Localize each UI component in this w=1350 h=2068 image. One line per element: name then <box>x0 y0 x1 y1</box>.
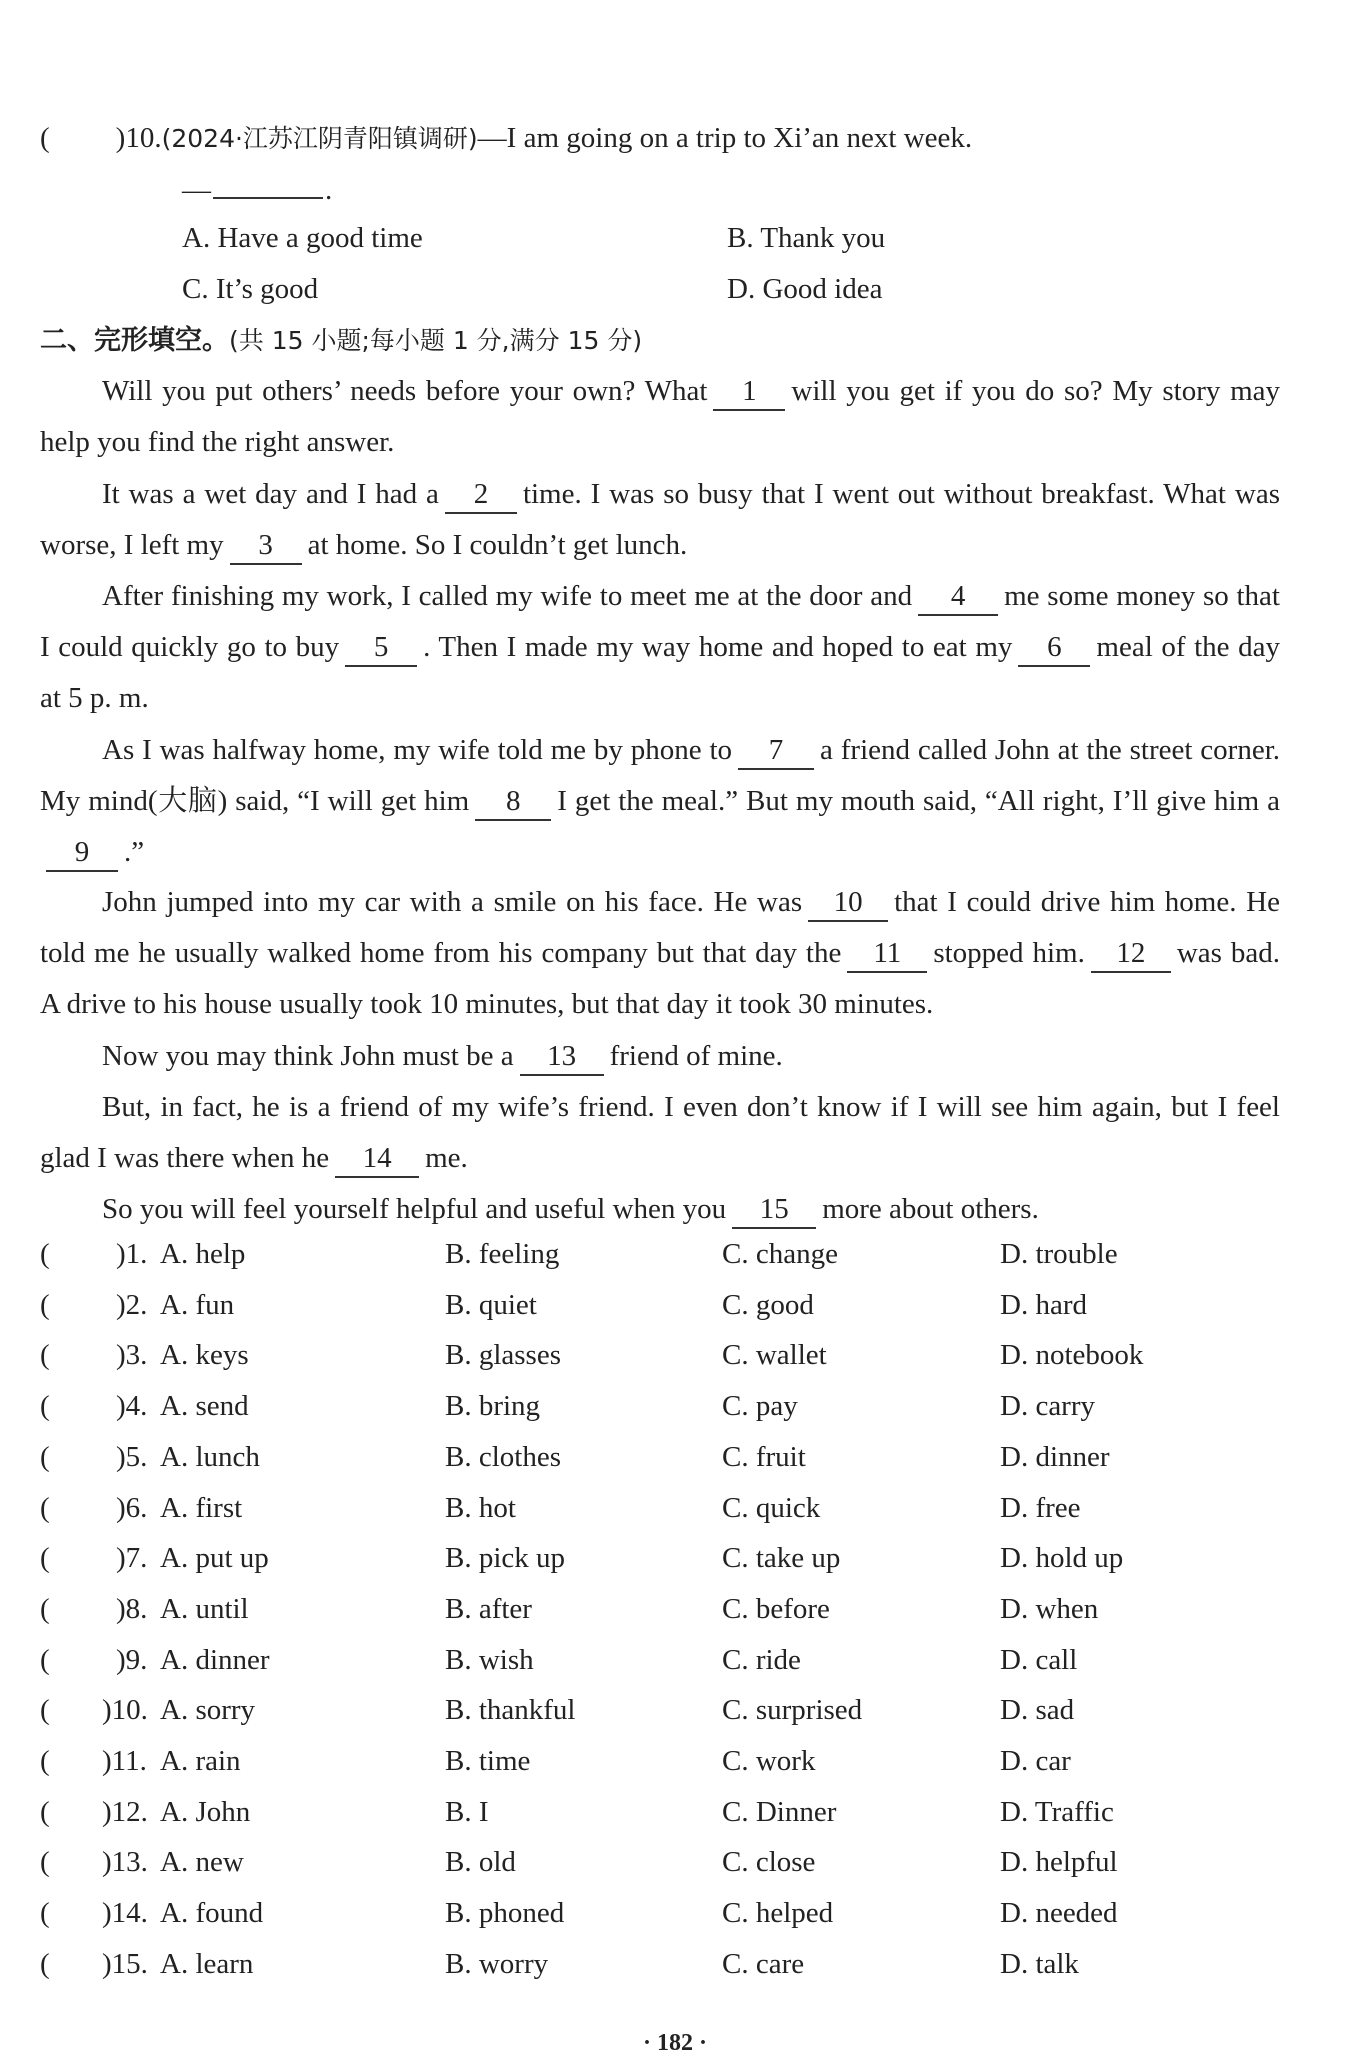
answer-paren[interactable]: ( <box>40 1796 50 1828</box>
option-b[interactable]: B. old <box>445 1846 516 1878</box>
cloze-blank[interactable]: 5 <box>345 629 417 667</box>
passage-paragraph-3: After finishing my work, I called my wife to meet me at the door and 4 me some money so that I could quickly go to buy 5 . Then I made my way home and hoped to eat my 6 meal of the day at 5 p. m. <box>40 580 1280 714</box>
option-c[interactable]: C. close <box>722 1846 816 1878</box>
option-d[interactable]: D. hard <box>1000 1289 1087 1321</box>
option-d[interactable]: D. call <box>1000 1644 1078 1676</box>
answer-paren[interactable]: ( <box>40 1339 50 1371</box>
option-a[interactable]: A. rain <box>160 1745 241 1777</box>
question-number: )10. <box>102 1694 148 1726</box>
q10-option-b[interactable]: B. Thank you <box>727 222 886 254</box>
passage-paragraph-1: Will you put others’ needs before your own? What 1 will you get if you do so? My story may help you find the right answer. <box>40 375 1280 458</box>
option-c[interactable]: C. fruit <box>722 1441 806 1473</box>
option-d[interactable]: D. Traffic <box>1000 1796 1114 1828</box>
option-b[interactable]: B. pick up <box>445 1542 566 1574</box>
option-b[interactable]: B. wish <box>445 1644 534 1676</box>
answer-paren: ( <box>40 122 50 154</box>
option-b[interactable]: B. after <box>445 1593 532 1625</box>
q10-option-c[interactable]: C. It’s good <box>182 273 319 305</box>
q10-option-a[interactable]: A. Have a good time <box>182 222 423 254</box>
question-number: )7. <box>116 1542 148 1574</box>
cloze-blank[interactable]: 13 <box>520 1038 604 1076</box>
cloze-blank[interactable]: 10 <box>808 884 888 922</box>
question-number: )4. <box>116 1390 148 1422</box>
section-title: 二、完形填空。 <box>40 325 229 356</box>
answer-paren[interactable]: ( <box>40 1289 50 1321</box>
answer-paren[interactable]: ( <box>40 1644 50 1676</box>
option-a[interactable]: A. keys <box>160 1339 249 1371</box>
q10-stem <box>40 120 972 157</box>
option-b[interactable]: B. hot <box>445 1492 516 1524</box>
page-number: · 182 · <box>642 2030 707 2056</box>
answer-paren[interactable]: ( <box>40 1390 50 1422</box>
question-number: )9. <box>116 1644 148 1676</box>
option-c[interactable]: C. work <box>722 1745 816 1777</box>
option-a[interactable]: A. fun <box>160 1289 235 1321</box>
answer-paren[interactable]: ( <box>40 1238 50 1270</box>
option-d[interactable]: D. free <box>1000 1492 1081 1524</box>
answer-paren[interactable]: ( <box>40 1745 50 1777</box>
passage-paragraph-4: As I was halfway home, my wife told me by phone to 7 a friend called John at the street corner. My mind(大脑) said, “I will get him 8 I get the meal.” But my mouth said, “All right, I’ll give him a9 .” <box>40 725 1280 878</box>
cloze-blank[interactable]: 6 <box>1018 629 1090 667</box>
option-b[interactable]: B. bring <box>445 1390 541 1422</box>
cloze-blank[interactable]: 8 <box>475 783 551 821</box>
section-heading <box>40 322 642 359</box>
question-number: )14. <box>102 1897 148 1929</box>
cloze-blank[interactable]: 15 <box>732 1191 816 1229</box>
option-b[interactable]: B. phoned <box>445 1897 565 1929</box>
option-d[interactable]: D. helpful <box>1000 1846 1118 1878</box>
question-number: )8. <box>116 1593 148 1625</box>
answer-paren[interactable]: ( <box>40 1948 50 1980</box>
q10-option-d[interactable]: D. Good idea <box>727 273 883 305</box>
passage-paragraph-7: But, in fact, he is a friend of my wife’s friend. I even don’t know if I will see him again, but I feel glad I was there when he 14 me. <box>40 1082 1280 1184</box>
option-c[interactable]: C. change <box>722 1238 838 1270</box>
option-b[interactable]: B. glasses <box>445 1339 561 1371</box>
answer-paren[interactable]: ( <box>40 1694 50 1726</box>
answer-paren[interactable]: ( <box>40 1492 50 1524</box>
passage-paragraph-8: So you will feel yourself helpful and useful when you 15 more about others. <box>40 1184 1280 1235</box>
option-d[interactable]: D. dinner <box>1000 1441 1110 1473</box>
option-b[interactable]: B. quiet <box>445 1289 537 1321</box>
option-b[interactable]: B. clothes <box>445 1441 561 1473</box>
option-c[interactable]: C. ride <box>722 1644 801 1676</box>
cloze-blank[interactable]: 9 <box>46 834 118 872</box>
option-c[interactable]: C. take up <box>722 1542 841 1574</box>
question-number: )6. <box>116 1492 148 1524</box>
answer-blank[interactable] <box>213 197 323 199</box>
option-c[interactable]: C. wallet <box>722 1339 827 1371</box>
option-c[interactable]: C. Dinner <box>722 1796 837 1828</box>
option-c[interactable]: C. quick <box>722 1492 821 1524</box>
option-a[interactable]: A. learn <box>160 1948 254 1980</box>
option-a[interactable]: A. John <box>160 1796 251 1828</box>
cloze-blank[interactable]: 3 <box>230 527 302 565</box>
option-d[interactable]: D. trouble <box>1000 1238 1118 1270</box>
option-a[interactable]: A. put up <box>160 1542 269 1574</box>
question-number: )11. <box>102 1745 147 1777</box>
cloze-blank[interactable]: 2 <box>445 476 517 514</box>
cloze-blank[interactable]: 11 <box>847 935 927 973</box>
option-b[interactable]: B. I <box>445 1796 489 1828</box>
passage-paragraph-6: Now you may think John must be a 13 friend of mine. <box>40 1031 1280 1082</box>
option-a[interactable]: A. first <box>160 1492 243 1524</box>
option-d[interactable]: D. hold up <box>1000 1542 1124 1574</box>
option-d[interactable]: D. car <box>1000 1745 1071 1777</box>
option-c[interactable]: C. before <box>722 1593 830 1625</box>
q10-response-line <box>182 172 332 208</box>
answer-paren[interactable]: ( <box>40 1846 50 1878</box>
answer-paren[interactable]: ( <box>40 1441 50 1473</box>
option-c[interactable]: C. care <box>722 1948 805 1980</box>
dialog-dash: — <box>182 174 211 206</box>
option-a[interactable]: A. lunch <box>160 1441 260 1473</box>
passage-paragraph-5: John jumped into my car with a smile on his face. He was 10 that I could drive him home. He told me he usually walked home from his company but that day the 11 stopped him. 12 was bad. A drive to his house usually took 10 minutes, but that day it took 30 minutes. <box>40 886 1280 1020</box>
option-d[interactable]: D. talk <box>1000 1948 1079 1980</box>
question-number: )2. <box>116 1289 148 1321</box>
question-number: )10. <box>115 122 162 154</box>
option-c[interactable]: C. surprised <box>722 1694 863 1726</box>
option-b[interactable]: B. time <box>445 1745 531 1777</box>
option-d[interactable]: D. sad <box>1000 1694 1075 1726</box>
option-b[interactable]: B. worry <box>445 1948 549 1980</box>
option-c[interactable]: C. helped <box>722 1897 834 1929</box>
question-number: )13. <box>102 1846 148 1878</box>
option-d[interactable]: D. carry <box>1000 1390 1096 1422</box>
answer-paren[interactable]: ( <box>40 1542 50 1574</box>
question-number: )15. <box>102 1948 148 1980</box>
section-scoring: (共 15 小题;每小题 1 分,满分 15 分) <box>229 326 643 355</box>
question-number: )3. <box>116 1339 148 1371</box>
option-a[interactable]: A. until <box>160 1593 249 1625</box>
dialog-line-1: —I am going on a trip to Xi’an next week. <box>477 122 973 154</box>
option-d[interactable]: D. when <box>1000 1593 1099 1625</box>
option-a[interactable]: A. dinner <box>160 1644 270 1676</box>
option-a[interactable]: A. sorry <box>160 1694 256 1726</box>
option-a[interactable]: A. new <box>160 1846 244 1878</box>
question-number: )12. <box>102 1796 148 1828</box>
option-b[interactable]: B. feeling <box>445 1238 560 1270</box>
cloze-blank[interactable]: 7 <box>738 732 814 770</box>
option-c[interactable]: C. pay <box>722 1390 798 1422</box>
question-number: )1. <box>116 1238 148 1270</box>
cloze-blank[interactable]: 1 <box>713 373 785 411</box>
answer-paren[interactable]: ( <box>40 1897 50 1929</box>
option-b[interactable]: B. thankful <box>445 1694 576 1726</box>
option-d[interactable]: D. notebook <box>1000 1339 1144 1371</box>
cloze-blank[interactable]: 4 <box>918 578 998 616</box>
option-c[interactable]: C. good <box>722 1289 814 1321</box>
option-d[interactable]: D. needed <box>1000 1897 1118 1929</box>
option-a[interactable]: A. help <box>160 1238 246 1270</box>
question-source: (2024·江苏江阴青阳镇调研) <box>161 124 478 153</box>
question-number: )5. <box>116 1441 148 1473</box>
option-a[interactable]: A. send <box>160 1390 249 1422</box>
cloze-blank[interactable]: 14 <box>335 1140 419 1178</box>
option-a[interactable]: A. found <box>160 1897 264 1929</box>
cloze-blank[interactable]: 12 <box>1091 935 1171 973</box>
answer-paren[interactable]: ( <box>40 1593 50 1625</box>
dialog-end: . <box>325 174 333 206</box>
passage-paragraph-2: It was a wet day and I had a 2 time. I was so busy that I went out without breakfast. What was worse, I left my 3 at home. So I couldn’t get lunch. <box>40 469 1280 571</box>
